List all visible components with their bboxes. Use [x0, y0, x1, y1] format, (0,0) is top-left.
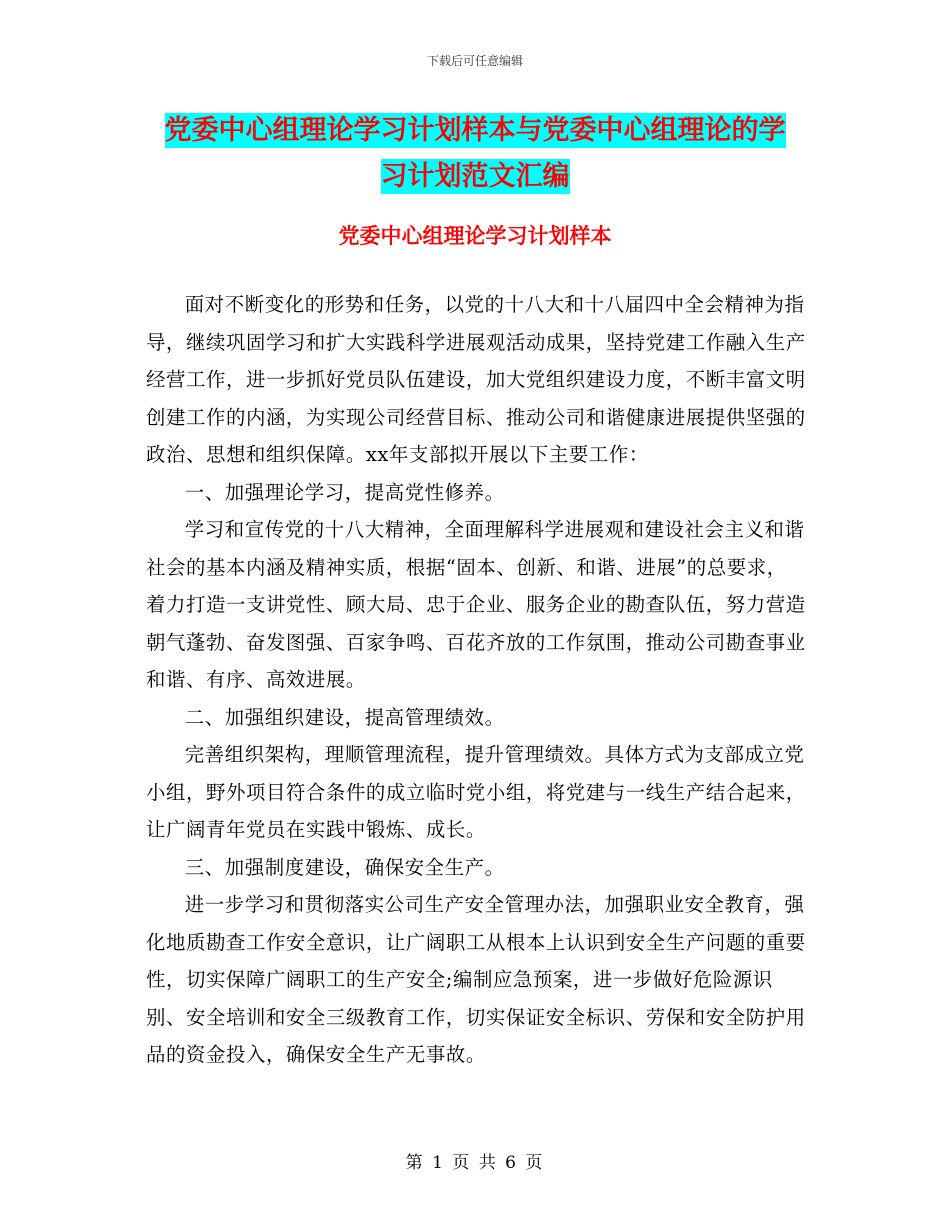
heading-safety-system: 三、加强制度建设，确保安全生产。	[184, 855, 505, 879]
paragraph-intro: 面对不断变化的形势和任务，以党的十八大和十八届四中全会精神为指导，继续巩固学习和扩大实践科学进展观活动成果，坚持党建工作融入生产经营工作，进一步抓好党员队伍建设，加大党组织建设力度，不断丰富文明创建工作的内涵，为实现公司经营目标、推动公司和谐健康进展提供坚强的政治、思想和组织保障。xx年支部拟开展以下主要工作：	[146, 293, 806, 466]
heading-organization-building: 二、加强组织建设，提高管理绩效。	[184, 705, 505, 729]
paragraph-theory-study: 学习和宣传党的十八大精神，全面理解科学进展观和建设社会主义和谐社会的基本内涵及精神实质，根据“固本、创新、和谐、进展”的总要求，着力打造一支讲党性、顾大局、忠于企业、服务企业的勘查队伍，努力营造朝气蓬勃、奋发图强、百家争鸣、百花齐放的工作氛围，推动公司勘查事业和谐、有序、高效进展。	[146, 518, 806, 691]
document-title	[0, 108, 950, 200]
section-title: 党委中心组理论学习计划样本	[338, 224, 612, 248]
paragraph-safety-system: 进一步学习和贯彻落实公司生产安全管理办法，加强职业安全教育，强化地质勘查工作安全意识，让广阔职工从根本上认识到安全生产问题的重要性，切实保障广阔职工的生产安全;编制应急预案，进一步做好危险源识别、安全培训和安全三级教育工作，切实保证安全标识、劳保和安全防护用品的资金投入，确保安全生产无事故。	[146, 893, 806, 1066]
paragraph-organization-building: 完善组织架构，理顺管理流程，提升管理绩效。具体方式为支部成立党小组，野外项目符合条件的成立临时党小组，将党建与一线生产结合起来，让广阔青年党员在实践中锻炼、成长。	[146, 743, 806, 841]
page-header-note: 下载后可任意编辑	[426, 54, 523, 68]
document-body	[146, 286, 806, 1074]
heading-theory-study: 一、加强理论学习，提高党性修养。	[184, 480, 505, 504]
document-title-line-2: 习计划范文汇编	[380, 161, 570, 192]
document-title-line-1: 党委中心组理论学习计划样本与党委中心组理论的学	[164, 115, 786, 146]
page-number: 第 1 页 共 6 页	[405, 1153, 545, 1173]
